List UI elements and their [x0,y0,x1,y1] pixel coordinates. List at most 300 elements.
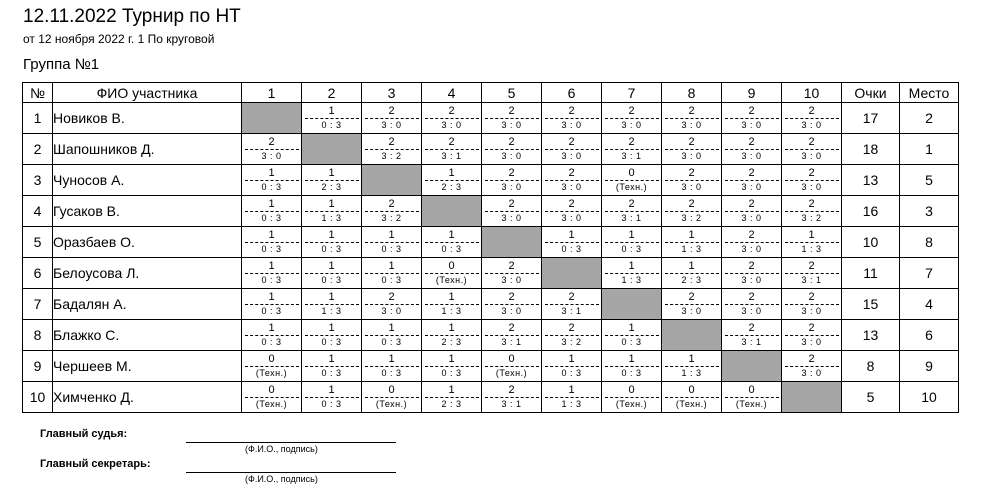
fraction-divider [245,366,299,367]
fraction-divider [725,273,779,274]
fraction-divider [425,397,479,398]
result-cell [722,320,782,351]
match-score: 3 : 2 [381,151,402,161]
result-cell [302,382,362,413]
result-cell-content [482,165,541,195]
match-points: 2 [748,167,755,179]
match-score: 0 : 3 [321,275,342,285]
match-score: 3 : 0 [801,306,822,316]
fraction-divider [545,149,599,150]
result-cell [242,134,302,165]
result-cell [422,289,482,320]
match-score: 3 : 2 [801,213,822,223]
match-score: 0 : 3 [261,244,282,254]
match-points: 1 [328,322,335,334]
total-points: 13 [842,320,900,351]
match-points: 2 [508,322,515,334]
result-cell-content [242,320,301,350]
fraction-divider [305,273,359,274]
fraction-divider [305,242,359,243]
match-score: 0 : 3 [621,337,642,347]
fraction-divider [545,242,599,243]
match-score: 0 : 3 [381,337,402,347]
header-round-3: 3 [362,83,422,103]
match-points: 1 [388,353,395,365]
result-cell-content [782,258,841,288]
result-cell-content [662,351,721,381]
result-cell-content [722,382,781,412]
match-points: 1 [628,229,635,241]
result-cell-content [302,196,361,226]
match-score: 3 : 0 [261,151,282,161]
match-points: 2 [688,136,695,148]
participant-name: Гусаков В. [53,196,242,227]
fraction-divider [245,397,299,398]
match-score: 0 : 3 [561,368,582,378]
diagonal-cell [542,258,602,289]
fraction-divider [245,273,299,274]
header-round-10: 10 [782,83,842,103]
fraction-divider [245,304,299,305]
match-points: 1 [268,198,275,210]
result-cell-content [542,320,601,350]
result-cell [242,196,302,227]
match-points: 2 [388,105,395,117]
final-place: 5 [900,165,959,196]
result-cell [242,227,302,258]
result-cell-content [662,196,721,226]
table-row [23,227,959,258]
fraction-divider [605,180,659,181]
match-points: 2 [508,167,515,179]
result-cell [722,196,782,227]
match-score: 0 : 3 [621,368,642,378]
fraction-divider [545,211,599,212]
result-cell [602,196,662,227]
result-cell [542,103,602,134]
fraction-divider [725,180,779,181]
match-points: 2 [448,136,455,148]
match-points: 0 [268,384,275,396]
result-cell-content [542,103,601,133]
result-cell [362,289,422,320]
result-cell-content [242,165,301,195]
match-score: 0 : 3 [321,368,342,378]
fraction-divider [305,304,359,305]
fraction-divider [725,242,779,243]
result-cell [782,320,842,351]
match-points: 1 [568,353,575,365]
fraction-divider [545,304,599,305]
match-score: 1 : 3 [681,244,702,254]
header-round-9: 9 [722,83,782,103]
final-place: 8 [900,227,959,258]
total-points: 5 [842,382,900,413]
match-points: 1 [328,167,335,179]
match-score: (Техн.) [675,399,708,409]
match-score: 3 : 0 [801,368,822,378]
match-points: 2 [568,291,575,303]
match-points: 1 [268,260,275,272]
match-score: 1 : 3 [321,213,342,223]
result-cell-content [782,351,841,381]
match-score: 1 : 3 [621,275,642,285]
diagonal-cell [422,196,482,227]
result-cell [302,196,362,227]
result-cell [362,351,422,382]
result-cell [602,227,662,258]
result-cell-content [302,289,361,319]
judge-signature-line [186,442,396,443]
result-cell-content [362,134,421,164]
result-cell [782,165,842,196]
total-points: 13 [842,165,900,196]
match-score: 3 : 1 [801,275,822,285]
match-points: 2 [808,136,815,148]
result-cell-content [362,320,421,350]
match-score: 0 : 3 [261,306,282,316]
result-cell-content [242,134,301,164]
match-score: 3 : 0 [741,275,762,285]
result-cell [662,351,722,382]
match-score: (Техн.) [255,368,288,378]
result-cell [662,227,722,258]
result-cell [362,320,422,351]
result-cell [662,196,722,227]
result-cell [782,258,842,289]
match-points: 0 [688,384,695,396]
match-score: 0 : 3 [381,244,402,254]
row-number: 9 [23,351,53,382]
match-score: 3 : 2 [561,337,582,347]
row-number: 4 [23,196,53,227]
match-score: 0 : 3 [321,120,342,130]
result-cell-content [542,289,601,319]
result-cell [542,134,602,165]
result-cell [422,351,482,382]
result-cell [662,258,722,289]
fraction-divider [605,242,659,243]
result-cell-content [422,258,481,288]
result-cell-content [542,227,601,257]
match-points: 0 [268,353,275,365]
match-score: 3 : 0 [741,182,762,192]
match-points: 1 [328,198,335,210]
match-points: 2 [808,167,815,179]
fraction-divider [485,335,539,336]
match-points: 2 [688,198,695,210]
result-cell-content [602,227,661,257]
row-number: 5 [23,227,53,258]
result-cell-content [542,134,601,164]
result-cell-content [302,351,361,381]
match-points: 2 [568,105,575,117]
diagonal-cell [302,134,362,165]
fraction-divider [425,366,479,367]
match-score: 2 : 3 [441,337,462,347]
fraction-divider [305,118,359,119]
result-cell [302,258,362,289]
fraction-divider [545,366,599,367]
result-cell [362,382,422,413]
participant-name: Новиков В. [53,103,242,134]
result-cell [302,227,362,258]
result-cell [362,258,422,289]
result-cell [482,351,542,382]
match-points: 2 [808,198,815,210]
fraction-divider [545,397,599,398]
result-cell [422,227,482,258]
match-points: 2 [748,198,755,210]
final-place: 6 [900,320,959,351]
result-cell [602,103,662,134]
match-score: 3 : 0 [561,182,582,192]
match-points: 2 [748,105,755,117]
match-points: 0 [448,260,455,272]
match-points: 2 [748,291,755,303]
fraction-divider [425,149,479,150]
match-points: 1 [628,353,635,365]
final-place: 4 [900,289,959,320]
fraction-divider [305,180,359,181]
fraction-divider [425,118,479,119]
match-score: 3 : 2 [381,213,402,223]
match-score: 3 : 0 [501,120,522,130]
match-points: 2 [508,105,515,117]
participant-name: Белоусова Л. [53,258,242,289]
result-cell-content [602,320,661,350]
match-points: 0 [508,353,515,365]
result-cell [242,320,302,351]
result-cell-content [362,258,421,288]
final-place: 1 [900,134,959,165]
match-score: 1 : 3 [561,399,582,409]
match-points: 1 [568,229,575,241]
result-cell-content [362,289,421,319]
match-points: 2 [568,322,575,334]
fraction-divider [665,180,719,181]
match-score: 0 : 3 [261,213,282,223]
result-cell [662,289,722,320]
result-cell [662,103,722,134]
total-points: 8 [842,351,900,382]
result-cell-content [302,382,361,412]
match-points: 0 [628,167,635,179]
result-cell-content [662,134,721,164]
fraction-divider [365,242,419,243]
result-cell-content [722,227,781,257]
total-points: 15 [842,289,900,320]
fraction-divider [725,335,779,336]
fraction-divider [425,242,479,243]
match-points: 1 [628,322,635,334]
match-score: 3 : 1 [741,337,762,347]
match-score: 0 : 3 [441,244,462,254]
result-cell [602,382,662,413]
result-cell-content [302,103,361,133]
result-cell-content [782,103,841,133]
header-round-2: 2 [302,83,362,103]
match-points: 2 [388,198,395,210]
match-score: 1 : 3 [441,306,462,316]
result-cell-content [662,227,721,257]
table-row [23,351,959,382]
result-cell [302,103,362,134]
result-cell [782,103,842,134]
fraction-divider [605,366,659,367]
match-points: 1 [328,229,335,241]
fraction-divider [425,180,479,181]
result-cell-content [542,351,601,381]
fraction-divider [725,211,779,212]
result-cell-content [722,196,781,226]
row-number: 8 [23,320,53,351]
match-points: 1 [388,322,395,334]
fraction-divider [365,211,419,212]
match-points: 2 [508,136,515,148]
match-score: 0 : 3 [321,244,342,254]
match-score: (Техн.) [495,368,528,378]
result-cell [782,227,842,258]
result-cell-content [242,258,301,288]
result-cell [482,103,542,134]
fraction-divider [305,335,359,336]
result-cell [302,351,362,382]
diagonal-cell [662,320,722,351]
match-points: 1 [328,105,335,117]
match-score: 3 : 0 [741,306,762,316]
match-score: 3 : 0 [801,120,822,130]
match-score: 3 : 1 [501,337,522,347]
result-cell [602,258,662,289]
final-place: 3 [900,196,959,227]
result-cell-content [482,134,541,164]
match-score: 0 : 3 [261,182,282,192]
match-score: (Техн.) [435,275,468,285]
match-points: 0 [748,384,755,396]
result-cell-content [242,227,301,257]
header-round-5: 5 [482,83,542,103]
result-cell [542,289,602,320]
match-points: 1 [328,260,335,272]
result-cell-content [422,227,481,257]
match-points: 1 [448,167,455,179]
result-cell [542,351,602,382]
result-cell-content [242,351,301,381]
table-row [23,289,959,320]
result-cell-content [362,196,421,226]
result-cell [482,258,542,289]
judge-label: Главный судья: [40,428,128,440]
match-points: 2 [748,260,755,272]
result-cell-content [482,382,541,412]
match-score: 3 : 0 [801,337,822,347]
match-score: 3 : 0 [501,306,522,316]
match-points: 1 [448,384,455,396]
fraction-divider [245,242,299,243]
table-row [23,165,959,196]
result-cell-content [602,382,661,412]
header-round-1: 1 [242,83,302,103]
table-row [23,320,959,351]
match-points: 2 [808,260,815,272]
row-number: 7 [23,289,53,320]
match-points: 1 [268,229,275,241]
diagonal-cell [482,227,542,258]
match-score: 3 : 0 [801,151,822,161]
participant-name: Бадалян А. [53,289,242,320]
result-cell-content [782,289,841,319]
result-cell [482,165,542,196]
total-points: 17 [842,103,900,134]
fraction-divider [485,149,539,150]
result-cell-content [602,103,661,133]
diagonal-cell [722,351,782,382]
match-score: 0 : 3 [261,337,282,347]
result-cell-content [722,134,781,164]
table-row [23,103,959,134]
result-cell-content [782,134,841,164]
total-points: 16 [842,196,900,227]
result-cell [362,134,422,165]
fraction-divider [785,366,839,367]
result-cell-content [722,258,781,288]
result-cell [722,165,782,196]
result-cell-content [422,382,481,412]
match-points: 2 [688,291,695,303]
match-score: 3 : 0 [741,244,762,254]
match-points: 2 [508,384,515,396]
participant-name: Шапошников Д. [53,134,242,165]
result-cell-content [242,382,301,412]
match-score: 3 : 0 [561,151,582,161]
match-score: 0 : 3 [381,275,402,285]
match-points: 2 [688,105,695,117]
match-points: 2 [628,105,635,117]
match-points: 2 [628,136,635,148]
match-score: 3 : 1 [441,151,462,161]
match-score: 2 : 3 [441,182,462,192]
match-points: 2 [748,136,755,148]
fraction-divider [425,335,479,336]
result-cell [242,351,302,382]
match-points: 1 [448,353,455,365]
result-cell [422,382,482,413]
result-cell [782,289,842,320]
fraction-divider [545,180,599,181]
match-score: 3 : 1 [621,151,642,161]
result-cell-content [422,134,481,164]
result-cell-content [422,103,481,133]
match-score: 2 : 3 [321,182,342,192]
match-score: 3 : 0 [441,120,462,130]
fraction-divider [665,273,719,274]
match-score: 2 : 3 [441,399,462,409]
result-cell [602,165,662,196]
secretary-signature-line [186,472,396,473]
fraction-divider [665,118,719,119]
page-title: 12.11.2022 Турнир по НТ [23,6,241,27]
fraction-divider [665,397,719,398]
match-points: 1 [808,229,815,241]
row-number: 2 [23,134,53,165]
match-score: 3 : 1 [621,213,642,223]
result-cell-content [362,382,421,412]
match-score: 0 : 3 [381,368,402,378]
result-cell [422,134,482,165]
result-cell [542,165,602,196]
result-cell-content [302,258,361,288]
